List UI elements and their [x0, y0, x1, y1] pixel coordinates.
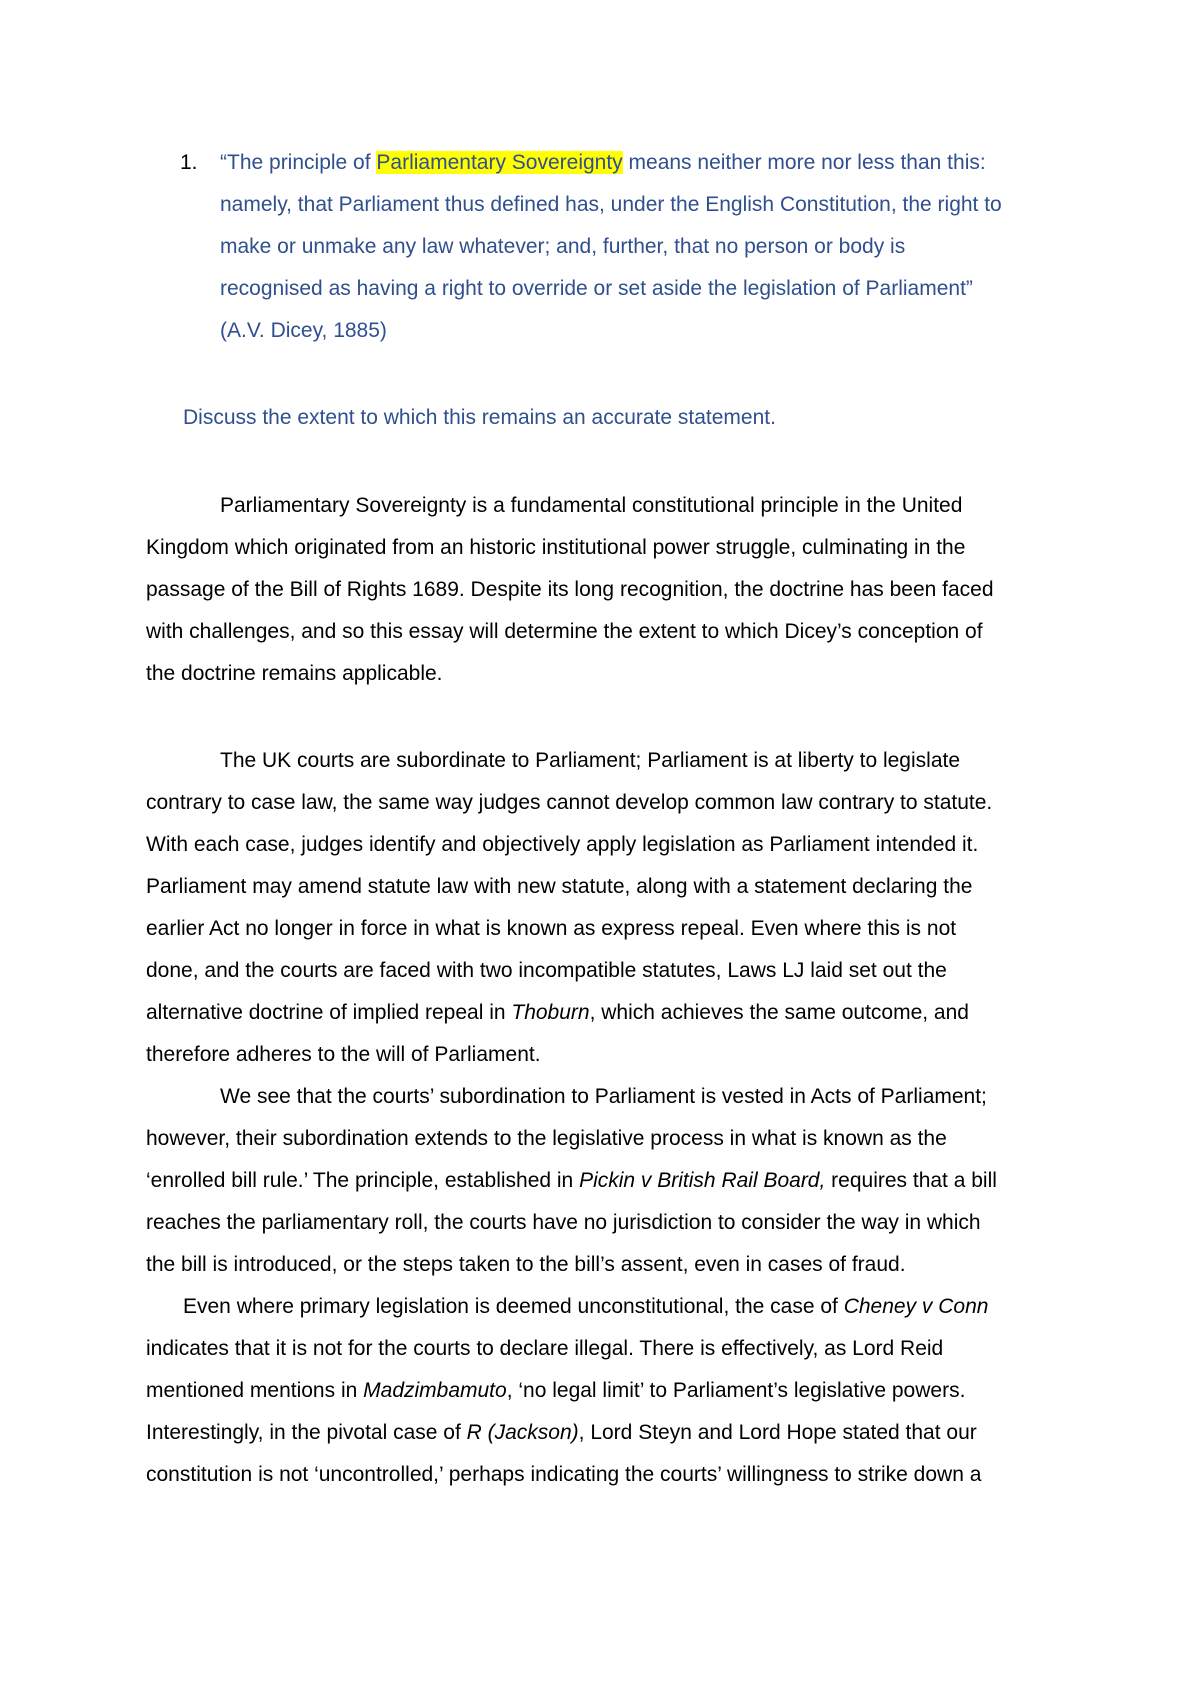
- highlighted-term: Parliamentary Sovereignty: [376, 151, 623, 174]
- essay-line: done, and the courts are faced with two incompatible statutes, Laws LJ laid set out the: [146, 959, 947, 982]
- essay-text: , Lord Steyn and Lord Hope stated that our: [578, 1421, 977, 1444]
- essay-line: With each case, judges identify and objectively apply legislation as Parliament intended it.: [146, 833, 979, 856]
- essay-line: constitution is not ‘uncontrolled,’ perhaps indicating the courts’ willingness to strike down a: [146, 1463, 982, 1486]
- essay-text: , which achieves the same outcome, and: [589, 1001, 969, 1024]
- question-instruction: Discuss the extent to which this remains an accurate statement.: [183, 406, 776, 429]
- essay-line: Parliament may amend statute law with new statute, along with a statement declaring the: [146, 875, 973, 898]
- essay-line: Kingdom which originated from an historic institutional power struggle, culminating in the: [146, 536, 966, 559]
- essay-text: Even where primary legislation is deemed unconstitutional, the case of: [183, 1295, 844, 1318]
- quote-text: “The principle of: [220, 151, 377, 174]
- essay-text: mentioned mentions in: [146, 1379, 364, 1402]
- essay-line: indicates that it is not for the courts to declare illegal. There is effectively, as Lord Reid: [146, 1337, 944, 1360]
- essay-line: passage of the Bill of Rights 1689. Despite its long recognition, the doctrine has been faced: [146, 578, 994, 601]
- essay-text: Interestingly, in the pivotal case of: [146, 1421, 467, 1444]
- quote-text: means neither more nor less than this:: [622, 151, 986, 174]
- essay-line: the bill is introduced, or the steps taken to the bill’s assent, even in cases of fraud.: [146, 1253, 906, 1276]
- essay-line: therefore adheres to the will of Parliament.: [146, 1043, 541, 1066]
- quote-line: make or unmake any law whatever; and, further, that no person or body is: [220, 235, 906, 258]
- essay-line: with challenges, and so this essay will determine the extent to which Dicey’s conception of: [146, 620, 983, 643]
- quote-line: [220, 148, 986, 178]
- essay-line: [146, 1376, 965, 1406]
- case-name: Madzimbamuto: [363, 1379, 507, 1402]
- quote-line: namely, that Parliament thus defined has, under the English Constitution, the right to: [220, 193, 1002, 216]
- essay-line: We see that the courts’ subordination to Parliament is vested in Acts of Parliament;: [220, 1085, 987, 1108]
- essay-text: requires that a bill: [825, 1169, 997, 1192]
- question-number: 1.: [180, 151, 198, 174]
- essay-text: ‘enrolled bill rule.’ The principle, established in: [146, 1169, 580, 1192]
- essay-line: the doctrine remains applicable.: [146, 662, 443, 685]
- essay-line: Parliamentary Sovereignty is a fundamental constitutional principle in the United: [220, 494, 963, 517]
- case-name: Thoburn: [511, 1001, 590, 1024]
- essay-line: [146, 998, 969, 1028]
- quote-attribution: (A.V. Dicey, 1885): [220, 319, 387, 342]
- essay-line: [183, 1292, 988, 1322]
- essay-line: [146, 1418, 977, 1448]
- case-name: Cheney v Conn: [843, 1295, 989, 1318]
- quote-line: recognised as having a right to override or set aside the legislation of Parliament”: [220, 277, 973, 300]
- case-name: R (Jackson): [466, 1421, 579, 1444]
- essay-line: reaches the parliamentary roll, the courts have no jurisdiction to consider the way in which: [146, 1211, 981, 1234]
- case-name: Pickin v British Rail Board,: [579, 1169, 826, 1192]
- essay-line: however, their subordination extends to the legislative process in what is known as the: [146, 1127, 947, 1150]
- essay-line: earlier Act no longer in force in what is known as express repeal. Even where this is not: [146, 917, 957, 940]
- essay-line: The UK courts are subordinate to Parliament; Parliament is at liberty to legislate: [220, 749, 961, 772]
- essay-line: contrary to case law, the same way judges cannot develop common law contrary to statute.: [146, 791, 993, 814]
- essay-line: [146, 1166, 997, 1196]
- essay-text: , ‘no legal limit’ to Parliament’s legislative powers.: [506, 1379, 966, 1402]
- essay-text: alternative doctrine of implied repeal in: [146, 1001, 512, 1024]
